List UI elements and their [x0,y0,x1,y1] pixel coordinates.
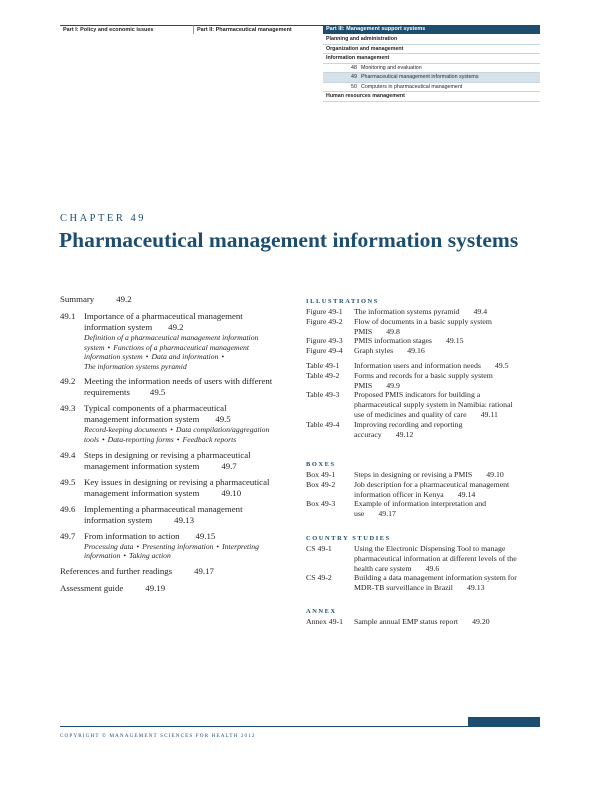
item-page: 49.20 [472,617,490,626]
toc-title: From information to action [84,530,180,541]
nav-item-chapter-49[interactable] [323,73,540,83]
item-page: 49.10 [486,470,504,479]
item-text: PMIS information stages [354,336,432,346]
box-item[interactable] [306,480,540,500]
item-page: 49.12 [395,429,414,439]
toc-subsection[interactable]: Functions of a pharmaceutical management [113,342,249,352]
nav-item-number: 50 [351,83,357,90]
item-text: Flow of documents in a basic supply system [354,316,492,326]
toc-title: Importance of a pharmaceutical management [84,311,243,321]
toc-section-49-4[interactable] [60,450,300,472]
toc-subsection[interactable]: Data compilation/aggregation [175,425,270,435]
toc-label: Summary [60,294,95,304]
item-label: Table 49-4 [306,419,340,429]
item-label: Box 49-2 [306,479,336,489]
chapter-title: Pharmaceutical management information systems [59,228,519,252]
toc-page: 49.7 [221,460,237,471]
section-heading: ANNEX [306,608,337,615]
toc-page: 49.15 [195,530,216,541]
country-studies-section [306,534,540,593]
toc-subsection[interactable]: information [84,551,121,561]
item-text-cont: information officer in Kenya [354,489,444,499]
item-text-cont: PMIS [354,380,373,390]
part-navigation [60,25,540,34]
item-text-cont: pharmaceutical supply system in Namibia: rational [354,400,513,410]
table-of-contents [60,294,300,594]
nav-part-3[interactable]: Part III: Management support systems [323,25,540,34]
country-study-item[interactable] [306,573,540,593]
nav-item-number: 48 [351,64,357,71]
toc-title: Key issues in designing or revising a pharmaceutical [84,476,270,487]
toc-label: Assessment guide [60,582,124,593]
toc-assessment[interactable] [60,583,300,594]
toc-page: 49.2 [116,294,132,304]
item-page: 49.11 [480,409,498,419]
toc-subsection[interactable]: Data-reporting forms [107,434,174,444]
toc-section-49-5[interactable] [60,477,300,499]
item-label: Table 49-3 [306,390,340,400]
toc-references[interactable] [60,566,300,577]
item-text-cont: use of medicines and quality of care [354,409,467,419]
toc-number: 49.4 [60,449,76,460]
section-heading: BOXES [306,461,336,468]
item-text: Example of information interpretation and [354,499,487,509]
toc-title: Meeting the information needs of users with different [84,376,273,387]
section-heading: COUNTRY STUDIES [306,535,391,542]
annex-section [306,607,540,627]
toc-title: Typical components of a pharmaceutical [84,403,227,414]
item-text-cont: MDR-TB surveillance in Brazil [354,583,453,593]
item-text: Job description for a pharmaceutical management [354,479,510,489]
nav-item-chapter-50[interactable] [323,83,540,93]
item-page: 49.8 [386,326,400,336]
nav-item-label: Monitoring and evaluation [361,64,422,71]
item-text-cont: use [354,509,365,519]
nav-item-planning[interactable]: Planning and administration [323,35,540,45]
item-text-cont: pharmaceutical information at different levels of the [354,553,517,563]
toc-number: 49.6 [60,503,76,514]
item-text: The information systems pyramid [354,307,460,316]
toc-subsection[interactable]: information system [84,352,143,362]
section-heading: ILLUSTRATIONS [306,298,379,305]
toc-section-49-2[interactable] [60,376,300,398]
nav-item-human-resources[interactable]: Human resources management [323,92,540,102]
nav-part-1[interactable]: Part I: Policy and economic issues [60,25,193,34]
toc-number: 49.7 [60,530,76,541]
item-text: Building a data management information system for [354,573,517,583]
item-label: Figure 49-1 [306,307,343,316]
nav-item-chapter-48[interactable] [323,64,540,74]
item-text: Improving recording and reporting [354,419,463,429]
item-text: Steps in designing or revising a PMIS [354,470,473,479]
toc-subsection[interactable]: Record-keeping documents [84,425,168,435]
item-label: CS 49-2 [306,573,332,583]
item-page: 49.16 [407,346,425,356]
nav-item-number: 49 [351,74,357,80]
toc-page: 49.5 [149,387,166,398]
toc-label: References and further readings [60,565,173,576]
toc-section-49-6[interactable] [60,504,300,526]
item-page: 49.5 [494,360,509,370]
toc-subsection[interactable]: tools [84,434,99,444]
illustration-item[interactable] [306,317,540,337]
item-text: Forms and records for a basic supply system [354,370,493,380]
toc-subsection[interactable]: The information systems pyramid [84,361,187,371]
toc-number: 49.1 [60,311,76,321]
toc-number: 49.3 [60,403,76,414]
annex-item[interactable] [306,617,540,627]
illustration-item[interactable] [306,390,540,419]
chapter-label: CHAPTER 49 [60,213,146,224]
item-page: 49.13 [466,583,485,593]
toc-title-cont: information system [84,514,153,525]
nav-item-label: Pharmaceutical management information systems [361,74,479,80]
item-text-cont: health care system [354,563,412,573]
toc-subsection[interactable]: Interpreting [222,541,259,551]
boxes-section [306,460,540,519]
toc-subsection[interactable]: Definition of a pharmaceutical management information [84,333,259,342]
illustration-item[interactable] [306,336,540,346]
item-label: Box 49-1 [306,470,336,479]
item-label: Figure 49-2 [306,316,343,326]
toc-title-cont: requirements [84,387,130,398]
box-item[interactable] [306,470,540,480]
part-3-section-list [323,35,540,102]
item-text: Proposed PMIS indicators for building a [354,390,481,400]
toc-subsections-49-7: Processing data • Presenting information • Interpreting information • Taking action [84,541,259,561]
nav-item-information[interactable]: Information management [323,54,540,64]
item-text: Sample annual EMP status report [354,617,459,626]
toc-page: 49.10 [221,487,242,498]
toc-page: 49.19 [145,582,166,593]
copyright-notice: COPYRIGHT © MANAGEMENT SCIENCES FOR HEALTH 2012 [60,733,256,739]
box-item[interactable] [306,499,540,519]
toc-page: 49.5 [215,414,231,425]
item-text: Information users and information needs [354,360,481,370]
item-label: Figure 49-4 [306,346,343,356]
toc-subsection[interactable]: Taking action [129,551,171,561]
toc-title-cont: management information system [84,487,200,498]
illustration-item[interactable] [306,371,540,391]
nav-item-label: Computers in pharmaceutical management [361,83,463,90]
footer-accent-bar [468,717,540,726]
toc-subsection[interactable]: Feedback reports [182,434,237,444]
item-text-cont: accuracy [354,429,382,439]
country-study-item[interactable] [306,544,540,573]
toc-subsections-49-3: Record-keeping documents • Data compilation/aggregation tools • Data-reporting forms • Feedback reports [84,425,270,444]
toc-subsections-49-1: Definition of a pharmaceutical management information system • Functions of a pharmaceutical management information system • Data and information • The information systems pyramid [84,333,259,371]
illustrations-section [306,297,540,439]
toc-page: 49.13 [174,514,194,525]
toc-title: Implementing a pharmaceutical management [84,503,243,514]
illustration-item[interactable] [306,420,540,440]
item-text: Using the Electronic Dispensing Tool to manage [354,544,506,553]
item-page: 49.15 [445,336,464,346]
item-label: Box 49-3 [306,499,336,509]
toc-subsection[interactable]: system [84,342,105,352]
toc-number: 49.2 [60,376,76,387]
item-text-cont: PMIS [354,326,373,336]
nav-item-organization[interactable]: Organization and management [323,45,540,55]
footer-rule [60,726,540,727]
item-page: 49.4 [473,307,488,316]
toc-subsection[interactable]: Data and information [151,352,219,362]
illustration-item[interactable] [306,307,540,317]
item-page: 49.17 [378,509,396,519]
item-label: Figure 49-3 [306,336,343,346]
nav-part-2[interactable]: Part II: Pharmaceutical management [193,25,323,34]
toc-subsection[interactable]: Processing data [84,541,134,551]
toc-subsection[interactable]: Presenting information [142,541,214,551]
toc-number: 49.5 [60,476,76,487]
item-page: 49.14 [457,489,476,499]
toc-summary[interactable] [60,294,300,305]
toc-title-cont: information system [84,322,153,332]
illustration-item[interactable] [306,361,540,371]
item-label: CS 49-1 [306,544,332,553]
toc-title: Steps in designing or revising a pharmaceutical [84,449,251,460]
illustration-item[interactable] [306,346,540,356]
toc-title-cont: management information system [84,414,200,425]
toc-section-49-3[interactable] [60,403,300,425]
item-label: Annex 49-1 [306,617,344,626]
item-page: 49.6 [425,563,440,573]
item-label: Table 49-1 [306,360,340,370]
toc-page: 49.2 [168,322,184,332]
toc-section-49-1[interactable] [60,311,300,333]
item-page: 49.9 [386,380,400,390]
toc-section-49-7[interactable] [60,531,300,542]
item-text: Graph styles [354,346,394,356]
toc-page: 49.17 [194,565,214,576]
toc-title-cont: management information system [84,460,200,471]
item-label: Table 49-2 [306,370,340,380]
